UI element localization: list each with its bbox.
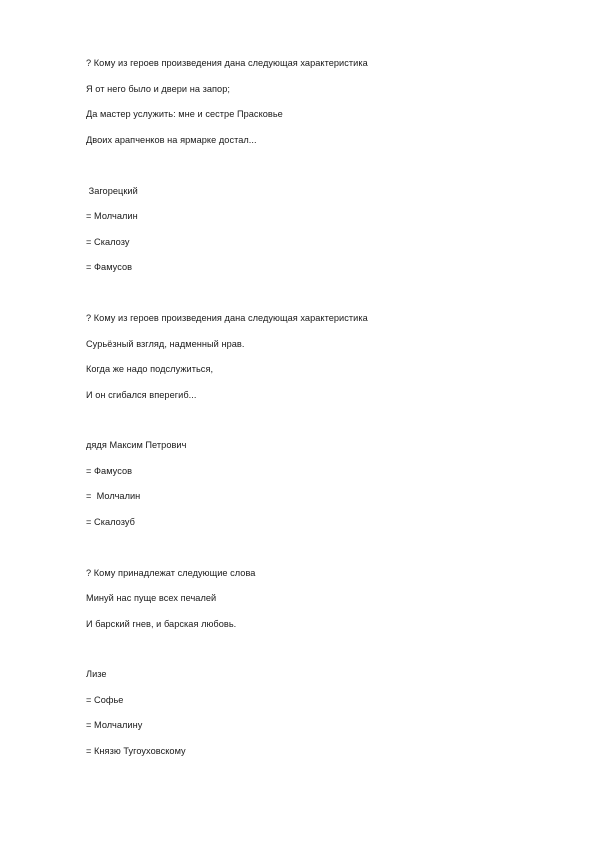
question-1: ? Кому из героев произведения дана следующая характеристика bbox=[86, 58, 368, 68]
question-3-quote-line-2: И барский гнев, и барская любовь. bbox=[86, 619, 237, 629]
question-1-quote-line-2: Да мастер услужить: мне и сестре Прасковье bbox=[86, 109, 283, 119]
question-2-quote-line-1: Сурьёзный взгляд, надменный нрав. bbox=[86, 339, 245, 349]
question-1-quote-line-1: Я от него было и двери на запор; bbox=[86, 84, 230, 94]
question-2-quote-line-3: И он сгибался вперегиб... bbox=[86, 390, 197, 400]
question-2-quote-line-2: Когда же надо подслужиться, bbox=[86, 364, 214, 374]
question-3-answer-2: = Софье bbox=[86, 695, 124, 705]
question-2-answer-4: = Скалозуб bbox=[86, 517, 135, 527]
question-2-answer-3: = Молчалин bbox=[86, 491, 141, 501]
question-1-answer-1: Загорецкий bbox=[86, 186, 138, 196]
question-3: ? Кому принадлежат следующие слова bbox=[86, 568, 256, 578]
question-2-answer-2: = Фамусов bbox=[86, 466, 133, 476]
question-3-answer-1: Лизе bbox=[86, 669, 107, 679]
question-1-answer-4: = Фамусов bbox=[86, 262, 133, 272]
question-3-quote-line-1: Минуй нас пуще всех печалей bbox=[86, 593, 217, 603]
question-3-answer-4: = Князю Тугоуховскому bbox=[86, 746, 186, 756]
question-1-answer-2: = Молчалин bbox=[86, 211, 138, 221]
question-1-answer-3: = Скалозу bbox=[86, 237, 130, 247]
question-3-answer-3: = Молчалину bbox=[86, 720, 143, 730]
question-1-quote-line-3: Двоих арапченков на ярмарке достал... bbox=[86, 135, 257, 145]
question-2-answer-1: дядя Максим Петрович bbox=[86, 440, 187, 450]
question-2: ? Кому из героев произведения дана следующая характеристика bbox=[86, 313, 368, 323]
